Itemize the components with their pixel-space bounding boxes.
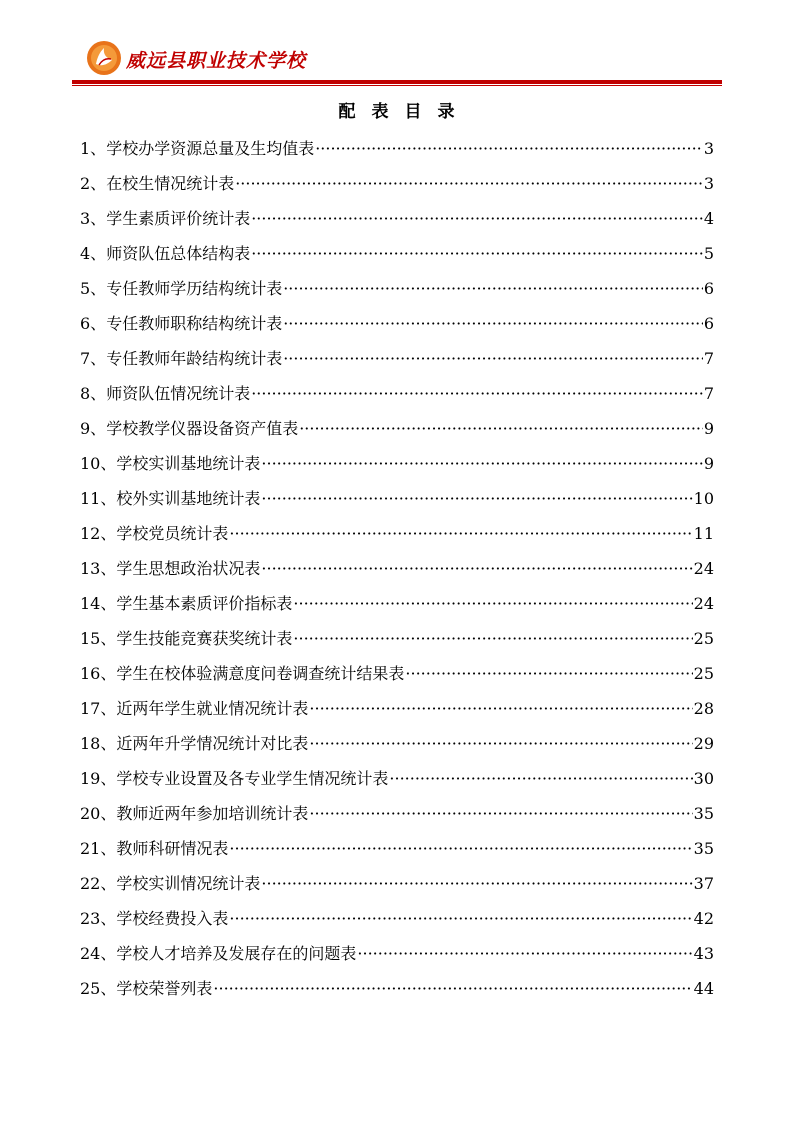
- toc-entry-number: 18、: [80, 734, 117, 753]
- toc-entry-number: 9、: [80, 419, 107, 438]
- toc-entry-number: 2、: [80, 174, 107, 193]
- toc-dot-leader: [261, 551, 692, 586]
- toc-entry[interactable]: [80, 306, 714, 341]
- toc-entry[interactable]: [80, 236, 714, 271]
- toc-dot-leader: [229, 516, 692, 551]
- toc-entry-number: 1、: [80, 139, 107, 158]
- toc-entry-page: 24: [693, 559, 714, 578]
- toc-entry-number: 19、: [80, 769, 117, 788]
- toc-dot-leader: [299, 411, 703, 446]
- toc-entry[interactable]: [80, 341, 714, 376]
- toc-entry-label: 师资队伍情况统计表: [106, 384, 251, 403]
- toc-entry-label: 学校党员统计表: [116, 524, 229, 543]
- toc-entry-label: 校外实训基地统计表: [116, 489, 261, 508]
- toc-dot-leader: [213, 971, 692, 1006]
- toc-dot-leader: [251, 236, 703, 271]
- toc-entry-number: 21、: [80, 839, 117, 858]
- toc-dot-leader: [389, 761, 692, 796]
- toc-entry[interactable]: [80, 516, 714, 551]
- toc-entry-number: 22、: [80, 874, 117, 893]
- toc-entry-number: 11、: [80, 489, 117, 508]
- toc-entry-number: 23、: [80, 909, 117, 928]
- toc-entry-label: 学校荣誉列表: [116, 979, 213, 998]
- toc-entry-page: 35: [693, 839, 714, 858]
- page-title: 配表目录: [338, 102, 471, 122]
- toc-entry-page: 24: [693, 594, 714, 613]
- toc-entry-number: 16、: [80, 664, 117, 683]
- toc-dot-leader: [405, 656, 692, 691]
- toc-dot-leader: [229, 831, 692, 866]
- toc-entry-label: 近两年升学情况统计对比表: [116, 734, 309, 753]
- toc-dot-leader: [309, 691, 692, 726]
- toc-entry-number: 7、: [80, 349, 107, 368]
- toc-entry-number: 14、: [80, 594, 117, 613]
- toc-dot-leader: [251, 201, 703, 236]
- school-logo-icon: [86, 40, 122, 76]
- toc-entry-label: 学生基本素质评价指标表: [116, 594, 293, 613]
- toc-dot-leader: [357, 936, 692, 971]
- toc-entry[interactable]: [80, 131, 714, 166]
- toc-entry-number: 3、: [80, 209, 107, 228]
- toc-entry[interactable]: [80, 901, 714, 936]
- toc-dot-leader: [283, 341, 703, 376]
- toc-entry[interactable]: [80, 866, 714, 901]
- table-of-contents: [80, 131, 714, 1006]
- toc-entry-page: 10: [693, 489, 714, 508]
- toc-entry-page: 11: [693, 524, 714, 543]
- toc-entry[interactable]: [80, 411, 714, 446]
- toc-entry-label: 学生思想政治状况表: [116, 559, 261, 578]
- toc-entry[interactable]: [80, 971, 714, 1006]
- toc-entry[interactable]: [80, 761, 714, 796]
- toc-entry-page: 30: [693, 769, 714, 788]
- toc-entry-label: 教师近两年参加培训统计表: [116, 804, 309, 823]
- toc-entry-label: 学校实训基地统计表: [116, 454, 261, 473]
- toc-dot-leader: [261, 866, 692, 901]
- toc-entry-label: 专任教师职称结构统计表: [106, 314, 283, 333]
- toc-entry-page: 28: [693, 699, 714, 718]
- toc-dot-leader: [283, 306, 703, 341]
- toc-entry-number: 24、: [80, 944, 117, 963]
- header-rule: [72, 80, 722, 84]
- toc-entry-page: 43: [693, 944, 714, 963]
- toc-entry-page: 7: [703, 349, 714, 368]
- toc-dot-leader: [261, 446, 702, 481]
- toc-entry-number: 10、: [80, 454, 117, 473]
- toc-entry[interactable]: [80, 656, 714, 691]
- toc-entry[interactable]: [80, 166, 714, 201]
- toc-entry-page: 42: [693, 909, 714, 928]
- toc-entry-page: 3: [703, 174, 714, 193]
- toc-entry[interactable]: [80, 691, 714, 726]
- toc-entry-label: 学生在校体验满意度问卷调查统计结果表: [116, 664, 405, 683]
- toc-entry-number: 20、: [80, 804, 117, 823]
- toc-entry-label: 学生技能竞赛获奖统计表: [116, 629, 293, 648]
- toc-entry-page: 44: [693, 979, 714, 998]
- toc-entry-number: 25、: [80, 979, 117, 998]
- school-name: 威远县职业技术学校: [126, 50, 307, 72]
- toc-entry-page: 29: [693, 734, 714, 753]
- page-header: [72, 34, 722, 86]
- toc-entry-label: 教师科研情况表: [116, 839, 229, 858]
- toc-entry-number: 4、: [80, 244, 107, 263]
- toc-entry[interactable]: [80, 201, 714, 236]
- toc-dot-leader: [293, 621, 692, 656]
- toc-entry-number: 12、: [80, 524, 117, 543]
- toc-entry-number: 13、: [80, 559, 117, 578]
- toc-entry-page: 25: [693, 664, 714, 683]
- toc-entry-page: 4: [703, 209, 714, 228]
- toc-entry-label: 在校生情况统计表: [106, 174, 235, 193]
- toc-dot-leader: [293, 586, 692, 621]
- toc-entry-page: 6: [703, 279, 714, 298]
- toc-dot-leader: [309, 726, 692, 761]
- toc-entry[interactable]: [80, 376, 714, 411]
- toc-dot-leader: [235, 166, 703, 201]
- toc-dot-leader: [309, 796, 692, 831]
- toc-entry[interactable]: [80, 796, 714, 831]
- toc-entry[interactable]: [80, 481, 714, 516]
- toc-entry-page: 9: [703, 419, 714, 438]
- toc-dot-leader: [251, 376, 703, 411]
- toc-entry[interactable]: [80, 446, 714, 481]
- toc-entry[interactable]: [80, 621, 714, 656]
- toc-entry-number: 17、: [80, 699, 117, 718]
- toc-entry-label: 近两年学生就业情况统计表: [116, 699, 309, 718]
- toc-entry-number: 15、: [80, 629, 117, 648]
- header-rule-thin: [72, 85, 722, 86]
- toc-dot-leader: [283, 271, 703, 306]
- toc-entry-number: 8、: [80, 384, 107, 403]
- toc-entry-number: 5、: [80, 279, 107, 298]
- toc-entry-label: 专任教师学历结构统计表: [106, 279, 283, 298]
- toc-entry-page: 3: [703, 139, 714, 158]
- toc-entry-page: 5: [703, 244, 714, 263]
- toc-entry-label: 专任教师年龄结构统计表: [106, 349, 283, 368]
- toc-dot-leader: [261, 481, 692, 516]
- toc-entry-label: 学校实训情况统计表: [116, 874, 261, 893]
- toc-entry[interactable]: [80, 586, 714, 621]
- toc-entry[interactable]: [80, 271, 714, 306]
- toc-entry-label: 学校教学仪器设备资产值表: [106, 419, 299, 438]
- toc-entry-page: 7: [703, 384, 714, 403]
- toc-entry[interactable]: [80, 726, 714, 761]
- toc-dot-leader: [229, 901, 692, 936]
- toc-entry[interactable]: [80, 936, 714, 971]
- toc-dot-leader: [315, 131, 703, 166]
- toc-entry-label: 学校经费投入表: [116, 909, 229, 928]
- toc-entry-label: 学校人才培养及发展存在的问题表: [116, 944, 357, 963]
- toc-entry-page: 35: [693, 804, 714, 823]
- toc-entry-page: 9: [703, 454, 714, 473]
- toc-entry-page: 25: [693, 629, 714, 648]
- toc-entry[interactable]: [80, 831, 714, 866]
- toc-entry[interactable]: [80, 551, 714, 586]
- toc-entry-label: 师资队伍总体结构表: [106, 244, 251, 263]
- toc-entry-label: 学校专业设置及各专业学生情况统计表: [116, 769, 389, 788]
- toc-entry-label: 学校办学资源总量及生均值表: [106, 139, 315, 158]
- toc-entry-page: 6: [703, 314, 714, 333]
- toc-entry-label: 学生素质评价统计表: [106, 209, 251, 228]
- toc-entry-number: 6、: [80, 314, 107, 333]
- toc-entry-page: 37: [693, 874, 714, 893]
